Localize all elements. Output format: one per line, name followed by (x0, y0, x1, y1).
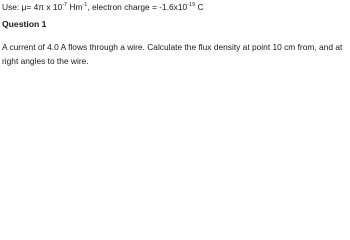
charge-unit: C (195, 2, 204, 12)
constants-line (2, 2, 204, 12)
mu-exponent: -7 (62, 1, 68, 8)
electron-charge: , electron charge = -1.6x10 (87, 2, 188, 12)
charge-exponent: -19 (187, 1, 196, 8)
mu-unit: Hm (67, 2, 83, 12)
question-text: A current of 4.0 A flows through a wire. Calculate the flux density at point 10 cm from, and at right angles to the wire. (2, 42, 343, 66)
question-heading: Question 1 (2, 19, 47, 29)
constants-prefix: Use: μ= 4π x 10 (2, 2, 63, 12)
mu-unit-exponent: -1 (82, 1, 88, 8)
